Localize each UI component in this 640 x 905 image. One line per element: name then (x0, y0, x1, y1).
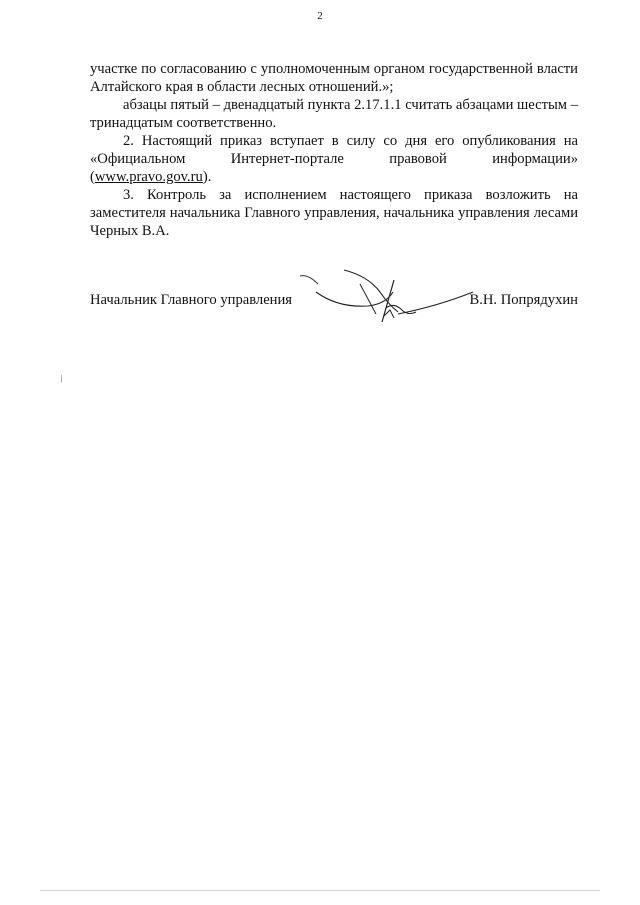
page-bottom-edge (40, 890, 600, 891)
signatory-title: Начальник Главного управления (90, 292, 293, 308)
paragraph-control: 3. Контроль за исполнением настоящего приказа возложить на заместителя начальника Главного управления, начальника управления лесами Черных В.А. (90, 187, 578, 239)
paragraph-continuation: участке по согласованию с уполномоченным органом государственной власти Алтайского края в области лесных отношений.»; (90, 61, 578, 95)
scan-mark (61, 375, 62, 383)
page-number: 2 (317, 10, 323, 22)
paragraph-effective-date (90, 132, 578, 186)
effective-date-line-3: (www.pravo.gov.ru). (90, 169, 212, 185)
handwritten-signature (298, 262, 483, 332)
effective-date-line-1: 2. Настоящий приказ вступает в силу со дня его опубликования на (123, 133, 578, 149)
paragraph-abzatsy: абзацы пятый – двенадцатый пункта 2.17.1.1 считать абзацами шестым – тринадцатым соответственно. (90, 97, 578, 131)
effective-date-line-2: «Официальном Интернет-портале правовой информации» (90, 151, 578, 167)
signatory-name: В.Н. Попрядухин (469, 292, 578, 308)
pravo-link[interactable]: www.pravo.gov.ru (94, 169, 203, 185)
document-body (90, 60, 578, 240)
